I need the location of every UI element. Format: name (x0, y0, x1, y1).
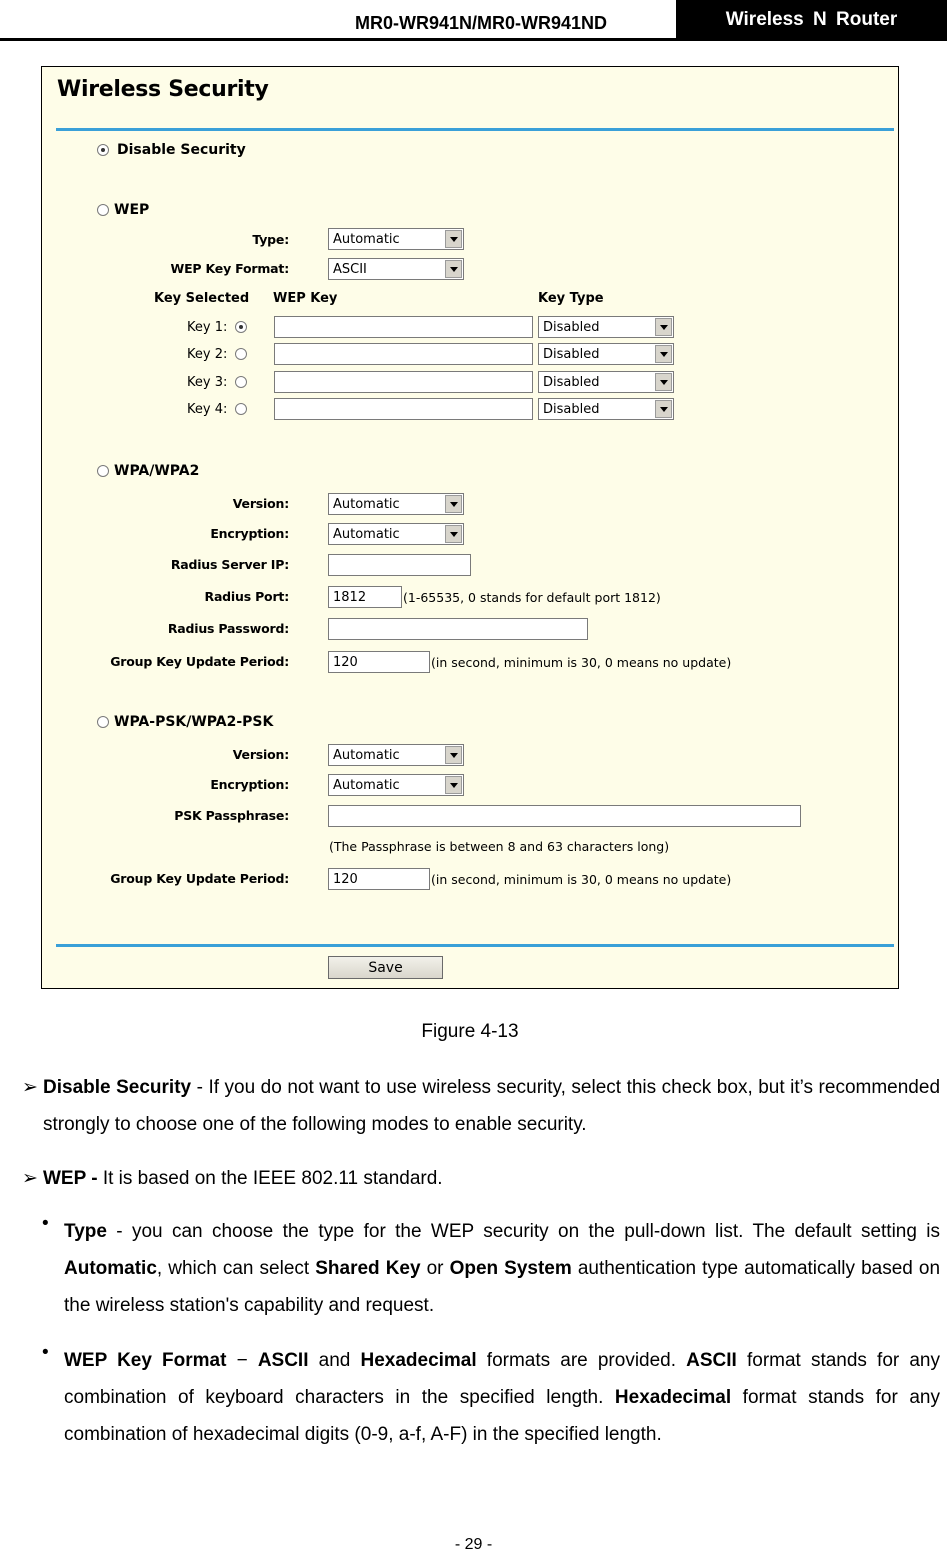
wep-type-label: Type: (252, 232, 289, 247)
key-1-radio[interactable] (235, 321, 247, 333)
disable-security-description (43, 1069, 940, 1143)
psk-group-key-label: Group Key Update Period: (110, 871, 289, 886)
key-1-type-value: Disabled (543, 320, 600, 335)
disable-security-label: Disable Security (117, 142, 246, 158)
psk-version-label: Version: (232, 747, 289, 762)
format-bold-term: Hexadecimal (360, 1350, 477, 1371)
radius-password-input[interactable] (328, 618, 588, 640)
type-text: authentication type automatically based on the wireless station's capability and request. (64, 1258, 941, 1316)
key-4-radio[interactable] (235, 403, 247, 415)
key-4-label: Key 4: (187, 402, 228, 417)
wpa-label: WPA/WPA2 (114, 463, 200, 479)
column-key-selected: Key Selected (154, 291, 250, 306)
psk-version-select[interactable] (328, 744, 464, 766)
psk-passphrase-label: PSK Passphrase: (174, 808, 289, 823)
wpa-psk-radio[interactable] (97, 716, 109, 728)
title-divider (56, 128, 894, 131)
column-key-type: Key Type (538, 291, 604, 306)
type-description (64, 1213, 940, 1324)
wep-text: It is based on the IEEE 802.11 standard. (97, 1168, 443, 1189)
figure-caption: Figure 4-13 (421, 1021, 519, 1042)
format-text: format stands for any combination of hexadecimal digits (0-9, a-f, A-F) in the specified length. (64, 1387, 941, 1445)
type-text: , which can select (156, 1258, 316, 1279)
wireless-security-screenshot (41, 66, 899, 989)
wep-key-format-label: WEP Key Format: (170, 261, 289, 276)
chevron-down-icon (445, 525, 462, 543)
type-text: - you can choose the type for the WEP security on the pull-down list. The default setting is (106, 1221, 940, 1242)
wpa-encryption-select[interactable] (328, 523, 464, 545)
chevron-down-icon (655, 373, 672, 391)
key-2-radio[interactable] (235, 348, 247, 360)
wep-key-format-value: ASCII (333, 262, 367, 277)
key-4-type-select[interactable] (538, 398, 674, 420)
chevron-down-icon (445, 776, 462, 794)
page-number: - 29 - (454, 1536, 493, 1553)
wpa-psk-option[interactable] (97, 714, 273, 730)
psk-encryption-value: Automatic (333, 778, 400, 793)
key-3-input[interactable] (274, 371, 533, 393)
dot-bullet-icon: • (42, 1342, 49, 1363)
format-text: and (308, 1350, 361, 1371)
radius-port-input[interactable]: 1812 (328, 586, 402, 608)
key-1-type-select[interactable] (538, 316, 674, 338)
key-4-input[interactable] (274, 398, 533, 420)
type-bold-term: Open System (449, 1258, 572, 1279)
chevron-down-icon (445, 495, 462, 513)
psk-passphrase-hint: (The Passphrase is between 8 and 63 characters long) (329, 839, 670, 854)
chevron-down-icon (655, 345, 672, 363)
key-3-radio[interactable] (235, 376, 247, 388)
wpa-option[interactable] (97, 463, 199, 479)
psk-encryption-label: Encryption: (210, 777, 289, 792)
radius-port-hint: (1-65535, 0 stands for default port 1812) (403, 590, 661, 605)
key-3-type-select[interactable] (538, 371, 674, 393)
disable-security-radio[interactable] (97, 144, 109, 156)
radius-port-label: Radius Port: (204, 589, 289, 604)
psk-group-key-hint: (in second, minimum is 30, 0 means no update) (431, 872, 732, 887)
key-1-label: Key 1: (187, 320, 228, 335)
format-text: formats are provided. (476, 1350, 687, 1371)
psk-passphrase-input[interactable] (328, 805, 801, 827)
chevron-down-icon (655, 400, 672, 418)
format-text: format stands for any combination of keyboard characters in the specified length. (64, 1350, 940, 1408)
key-2-input[interactable] (274, 343, 533, 365)
key-2-type-select[interactable] (538, 343, 674, 365)
wep-type-select[interactable] (328, 228, 464, 250)
wpa-group-key-input[interactable]: 120 (328, 651, 430, 673)
wpa-radio[interactable] (97, 465, 109, 477)
psk-version-value: Automatic (333, 748, 400, 763)
save-button[interactable]: Save (328, 956, 443, 979)
wpa-psk-label: WPA-PSK/WPA2-PSK (114, 714, 274, 730)
wpa-group-key-label: Group Key Update Period: (110, 654, 289, 669)
disable-security-text: - If you do not want to use wireless security, select this check box, but it’s recommended strongly to choose one of the following modes to enable security. (43, 1077, 941, 1135)
format-term: WEP Key Format (64, 1350, 227, 1371)
dot-bullet-icon: • (42, 1213, 49, 1234)
key-2-type-value: Disabled (543, 347, 600, 362)
type-bold-term: Shared Key (315, 1258, 421, 1279)
key-1-input[interactable] (274, 316, 533, 338)
type-text: or (420, 1258, 450, 1279)
radius-server-ip-input[interactable] (328, 554, 471, 576)
wpa-version-select[interactable] (328, 493, 464, 515)
type-term: Type (64, 1221, 107, 1242)
format-text: − (226, 1350, 258, 1371)
wep-radio[interactable] (97, 204, 109, 216)
psk-group-key-input[interactable]: 120 (328, 868, 430, 890)
wep-label: WEP (114, 202, 150, 218)
arrow-bullet-icon: ➢ (22, 1077, 38, 1098)
wep-key-format-select[interactable] (328, 258, 464, 280)
chevron-down-icon (445, 260, 462, 278)
wep-term: WEP - (43, 1168, 98, 1189)
key-2-label: Key 2: (187, 347, 228, 362)
arrow-bullet-icon: ➢ (22, 1168, 38, 1189)
wep-key-format-description (64, 1342, 940, 1453)
wpa-encryption-label: Encryption: (210, 526, 289, 541)
chevron-down-icon (445, 746, 462, 764)
wep-description (43, 1160, 940, 1197)
psk-encryption-select[interactable] (328, 774, 464, 796)
wpa-version-value: Automatic (333, 497, 400, 512)
key-3-type-value: Disabled (543, 375, 600, 390)
disable-security-option[interactable] (97, 142, 246, 158)
document-product-header: Wireless N Router (676, 0, 947, 40)
footer-divider (56, 944, 894, 947)
radius-password-label: Radius Password: (167, 621, 289, 636)
format-bold-term: Hexadecimal (614, 1387, 732, 1408)
column-wep-key: WEP Key (273, 291, 338, 306)
page-title: Wireless Security (57, 77, 269, 102)
wpa-encryption-value: Automatic (333, 527, 400, 542)
format-bold-term: ASCII (257, 1350, 309, 1371)
type-bold-term: Automatic (64, 1258, 157, 1279)
wep-type-value: Automatic (333, 232, 400, 247)
key-4-type-value: Disabled (543, 402, 600, 417)
header-rule (0, 38, 947, 41)
radius-server-ip-label: Radius Server IP: (170, 557, 289, 572)
disable-security-term: Disable Security (43, 1077, 192, 1098)
document-model-header: MR0-WR941N/MR0-WR941ND (355, 13, 608, 33)
wep-option[interactable] (97, 202, 149, 218)
chevron-down-icon (445, 230, 462, 248)
wpa-group-key-hint: (in second, minimum is 30, 0 means no update) (431, 655, 732, 670)
chevron-down-icon (655, 318, 672, 336)
key-3-label: Key 3: (187, 375, 228, 390)
wpa-version-label: Version: (232, 496, 289, 511)
format-bold-term: ASCII (686, 1350, 737, 1371)
